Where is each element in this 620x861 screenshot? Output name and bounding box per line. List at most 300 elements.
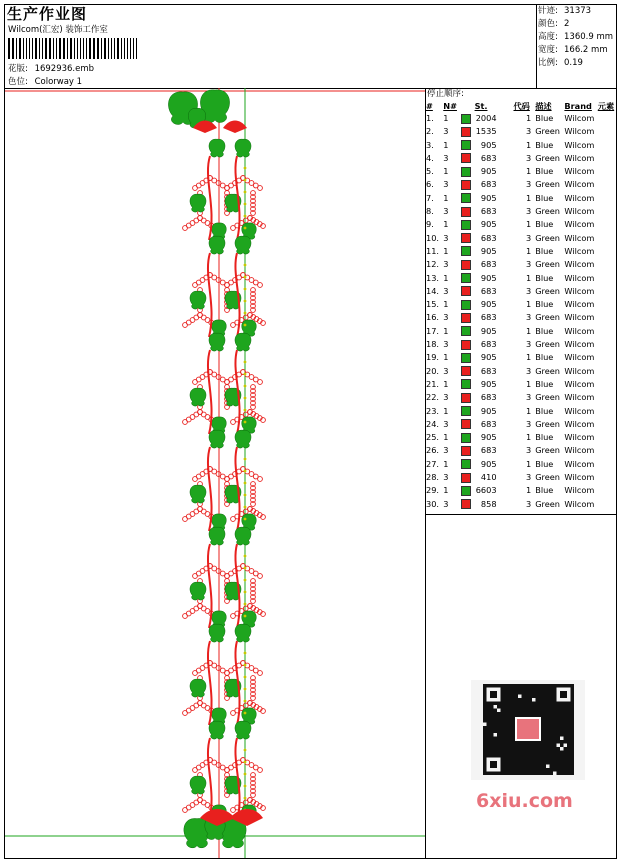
color-description: Blue [535, 113, 554, 123]
row-number: 15. [426, 299, 440, 310]
row-number: 10. [426, 232, 440, 243]
design-file-row [8, 62, 94, 74]
stitch-count: 905 [480, 272, 497, 283]
stat-row: 颜色: 2 [538, 19, 570, 29]
color-swatch [461, 180, 471, 190]
needle-number: 3 [443, 206, 449, 217]
color-code: 1 [525, 139, 532, 150]
thread-brand: Wilcom [564, 339, 595, 350]
colorway-row [8, 75, 82, 87]
thread-brand: Wilcom [564, 126, 595, 137]
stop-sequence-title: 停止顺序: [427, 89, 464, 99]
row-number: 17. [426, 325, 440, 336]
stitch-count: 905 [480, 166, 497, 177]
color-swatch [461, 499, 471, 509]
element-cell [598, 325, 616, 338]
color-swatch [461, 459, 471, 469]
element-cell [598, 232, 616, 245]
color-swatch [461, 486, 471, 496]
needle-number: 1 [443, 272, 449, 283]
element-cell [598, 165, 616, 178]
stitch-count: 683 [480, 179, 497, 190]
row-number: 18. [426, 339, 440, 350]
color-description: Blue [535, 219, 554, 230]
table-row [426, 125, 616, 138]
design-file-name: 1692936.emb [34, 64, 95, 74]
color-code: 1 [525, 272, 532, 283]
row-number: 25. [426, 432, 440, 443]
col-header: St. [474, 101, 488, 111]
needle-number: 1 [443, 113, 449, 123]
element-cell [598, 139, 616, 152]
stitch-count: 905 [480, 245, 497, 256]
thread-brand: Wilcom [564, 232, 595, 243]
stitch-count: 683 [480, 445, 497, 456]
thread-brand: Wilcom [564, 245, 595, 256]
color-code: 1 [525, 299, 532, 310]
color-description: Green [535, 339, 560, 350]
element-cell [598, 178, 616, 191]
color-swatch [461, 406, 471, 416]
stitch-count-cell [461, 112, 514, 125]
table-row [426, 391, 616, 404]
color-description: Blue [535, 432, 554, 443]
color-code: 3 [525, 339, 532, 350]
element-cell [598, 218, 616, 231]
stitch-count-cell [461, 152, 514, 165]
row-number: 9. [426, 219, 434, 230]
color-code: 3 [525, 126, 532, 137]
stitch-count-cell [461, 338, 514, 351]
color-swatch [461, 220, 471, 230]
thread-brand: Wilcom [564, 272, 595, 283]
color-swatch [461, 167, 471, 177]
thread-brand: Wilcom [564, 498, 595, 509]
color-swatch [461, 446, 471, 456]
element-cell [598, 391, 616, 404]
embroidery-preview [5, 88, 425, 858]
color-swatch [461, 246, 471, 256]
stitch-count-cell [461, 298, 514, 311]
stitch-count: 905 [480, 139, 497, 150]
table-row [426, 232, 616, 245]
table-row [426, 165, 616, 178]
needle-number: 1 [443, 485, 449, 496]
needle-number: 1 [443, 325, 449, 336]
element-cell [598, 112, 616, 125]
table-row [426, 112, 616, 125]
stitch-count: 905 [480, 378, 497, 389]
element-cell [598, 258, 616, 271]
thread-brand: Wilcom [564, 392, 595, 403]
stitch-count: 683 [480, 285, 497, 296]
stitch-count-cell [461, 165, 514, 178]
stitch-count-cell [461, 471, 514, 484]
stitch-count: 683 [480, 312, 497, 323]
table-row [426, 178, 616, 191]
color-swatch [461, 233, 471, 243]
color-description: Green [535, 179, 560, 190]
row-number: 27. [426, 458, 440, 469]
color-description: Green [535, 312, 560, 323]
thread-brand: Wilcom [564, 458, 595, 469]
table-row [426, 272, 616, 285]
color-code: 3 [525, 206, 532, 217]
stitch-count: 858 [480, 498, 497, 509]
color-swatch [461, 114, 471, 124]
table-row [426, 431, 616, 444]
row-number: 16. [426, 312, 440, 323]
stitch-count-cell [461, 272, 514, 285]
stat-value: 166.2 mm [564, 45, 608, 55]
color-description: Blue [535, 166, 554, 177]
row-number: 8. [426, 206, 434, 217]
row-number: 12. [426, 259, 440, 270]
stitch-count-cell [461, 418, 514, 431]
thread-brand: Wilcom [564, 259, 595, 270]
element-cell [598, 405, 616, 418]
row-number: 13. [426, 272, 440, 283]
thread-brand: Wilcom [564, 378, 595, 389]
table-row [426, 458, 616, 471]
needle-number: 3 [443, 126, 449, 137]
color-description: Blue [535, 378, 554, 389]
needle-number: 3 [443, 418, 449, 429]
color-swatch [461, 207, 471, 217]
element-cell [598, 431, 616, 444]
color-code: 3 [525, 472, 532, 483]
needle-number: 3 [443, 152, 449, 163]
needle-number: 3 [443, 339, 449, 350]
stitch-count-cell [461, 178, 514, 191]
table-row [426, 245, 616, 258]
stats-divider [536, 4, 537, 88]
element-cell [598, 365, 616, 378]
row-number: 30. [426, 498, 440, 509]
thread-brand: Wilcom [564, 352, 595, 363]
table-row [426, 365, 616, 378]
thread-brand: Wilcom [564, 139, 595, 150]
thread-brand: Wilcom [564, 152, 595, 163]
color-code: 3 [525, 418, 532, 429]
color-swatch [461, 326, 471, 336]
color-code: 1 [525, 219, 532, 230]
color-swatch [461, 340, 471, 350]
table-row [426, 218, 616, 231]
color-swatch [461, 393, 471, 403]
needle-number: 1 [443, 378, 449, 389]
color-code: 1 [525, 458, 532, 469]
stitch-count-cell [461, 205, 514, 218]
element-cell [598, 418, 616, 431]
color-code: 3 [525, 312, 532, 323]
element-cell [598, 245, 616, 258]
color-code: 1 [525, 405, 532, 416]
qr-code [471, 680, 585, 780]
needle-number: 3 [443, 179, 449, 190]
row-number: 26. [426, 445, 440, 456]
stat-row: 比例: 0.19 [538, 58, 583, 68]
table-row [426, 338, 616, 351]
thread-brand: Wilcom [564, 312, 595, 323]
row-number: 11. [426, 245, 440, 256]
needle-number: 1 [443, 299, 449, 310]
table-row [426, 298, 616, 311]
needle-number: 1 [443, 166, 449, 177]
color-code: 1 [525, 432, 532, 443]
stitch-count-cell [461, 444, 514, 457]
table-row [426, 471, 616, 484]
stitch-count: 905 [480, 219, 497, 230]
thread-brand: Wilcom [564, 206, 595, 217]
stitch-count: 410 [480, 472, 497, 483]
stitch-count-cell [461, 139, 514, 152]
thread-brand: Wilcom [564, 192, 595, 203]
row-number: 20. [426, 365, 440, 376]
thread-brand: Wilcom [564, 432, 595, 443]
color-description: Green [535, 206, 560, 217]
stitch-count-cell [461, 258, 514, 271]
element-cell [598, 444, 616, 457]
stitch-count-cell [461, 391, 514, 404]
element-cell [598, 298, 616, 311]
color-description: Green [535, 365, 560, 376]
table-row [426, 351, 616, 364]
col-header: # [426, 101, 433, 111]
color-description: Green [535, 232, 560, 243]
stitch-count: 905 [480, 458, 497, 469]
color-code: 3 [525, 152, 532, 163]
stitch-count: 683 [480, 392, 497, 403]
row-number: 1. [426, 113, 434, 123]
color-swatch [461, 366, 471, 376]
stitch-count: 683 [480, 232, 497, 243]
element-cell [598, 205, 616, 218]
needle-number: 1 [443, 458, 449, 469]
colorway-name: Colorway 1 [34, 77, 83, 87]
color-description: Green [535, 259, 560, 270]
color-description: Blue [535, 272, 554, 283]
color-swatch [461, 353, 471, 363]
row-number: 23. [426, 405, 440, 416]
needle-number: 1 [443, 219, 449, 230]
row-number: 28. [426, 472, 440, 483]
stitch-count: 683 [480, 152, 497, 163]
color-description: Green [535, 126, 560, 137]
color-code: 1 [525, 485, 532, 496]
table-row [426, 139, 616, 152]
design-file-label: 花版: [8, 64, 28, 74]
stat-value: 2 [564, 19, 570, 29]
color-code: 3 [525, 232, 532, 243]
color-swatch [461, 273, 471, 283]
table-row [426, 285, 616, 298]
color-swatch [461, 260, 471, 270]
thread-brand: Wilcom [564, 325, 595, 336]
color-description: Blue [535, 458, 554, 469]
table-header-row [426, 100, 616, 112]
stitch-count-cell [461, 498, 514, 511]
col-header: 元素 [597, 101, 615, 111]
color-code: 3 [525, 392, 532, 403]
row-number: 22. [426, 392, 440, 403]
element-cell [598, 378, 616, 391]
stats-panel [538, 5, 613, 70]
stat-value: 1360.9 mm [564, 32, 614, 42]
element-cell [598, 152, 616, 165]
table-row [426, 378, 616, 391]
color-code: 3 [525, 179, 532, 190]
color-swatch [461, 286, 471, 296]
color-code: 1 [525, 352, 532, 363]
stitch-count-cell [461, 378, 514, 391]
needle-number: 1 [443, 245, 449, 256]
stitch-count-cell [461, 484, 514, 497]
color-description: Green [535, 445, 560, 456]
table-row [426, 152, 616, 165]
element-cell [598, 285, 616, 298]
color-description: Green [535, 285, 560, 296]
row-number: 2. [426, 126, 434, 137]
stitch-count: 683 [480, 259, 497, 270]
needle-number: 3 [443, 365, 449, 376]
stitch-count: 905 [480, 405, 497, 416]
needle-number: 1 [443, 432, 449, 443]
stitch-count-cell [461, 458, 514, 471]
row-number: 7. [426, 192, 434, 203]
color-code: 3 [525, 445, 532, 456]
color-description: Blue [535, 405, 554, 416]
stitch-count: 683 [480, 206, 497, 217]
stitch-count: 905 [480, 352, 497, 363]
stitch-count-cell [461, 325, 514, 338]
stitch-count-cell [461, 405, 514, 418]
color-code: 3 [525, 365, 532, 376]
needle-number: 3 [443, 285, 449, 296]
stitch-count-cell [461, 351, 514, 364]
color-swatch [461, 153, 471, 163]
col-header: 描述 [535, 101, 552, 111]
element-cell [598, 125, 616, 138]
table-row [426, 258, 616, 271]
stitch-count: 905 [480, 299, 497, 310]
thread-brand: Wilcom [564, 445, 595, 456]
stitch-count: 905 [480, 432, 497, 443]
company-name: Wilcom(汇宏) 装饰工作室 [8, 25, 108, 35]
element-cell [598, 351, 616, 364]
thread-brand: Wilcom [564, 113, 595, 123]
colorway-label: 色位: [8, 77, 28, 87]
stitch-count-cell [461, 311, 514, 324]
color-code: 1 [525, 378, 532, 389]
needle-number: 3 [443, 232, 449, 243]
color-code: 1 [525, 245, 532, 256]
watermark-site: 6xiu.com [476, 790, 573, 812]
table-row [426, 444, 616, 457]
color-description: Blue [535, 352, 554, 363]
color-swatch [461, 127, 471, 137]
row-number: 6. [426, 179, 434, 190]
element-cell [598, 471, 616, 484]
stitch-count-cell [461, 125, 514, 138]
color-code: 3 [525, 498, 532, 509]
color-description: Green [535, 392, 560, 403]
col-header: 代码 [513, 101, 530, 111]
color-swatch [461, 433, 471, 443]
color-description: Blue [535, 299, 554, 310]
col-header: N# [443, 101, 457, 111]
row-number: 4. [426, 152, 434, 163]
row-number: 19. [426, 352, 440, 363]
stop-sequence-table [426, 100, 616, 511]
stitch-count-cell [461, 192, 514, 205]
color-description: Green [535, 472, 560, 483]
needle-number: 3 [443, 445, 449, 456]
stat-row: 针迹: 31373 [538, 6, 592, 16]
color-swatch [461, 300, 471, 310]
stat-value: 31373 [564, 6, 592, 16]
table-row [426, 205, 616, 218]
color-swatch [461, 379, 471, 389]
element-cell [598, 192, 616, 205]
stitch-count: 683 [480, 365, 497, 376]
table-row [426, 498, 616, 511]
row-number: 29. [426, 485, 440, 496]
element-cell [598, 338, 616, 351]
thread-brand: Wilcom [564, 219, 595, 230]
row-number: 24. [426, 418, 440, 429]
color-code: 1 [525, 192, 532, 203]
stitch-count: 683 [480, 339, 497, 350]
element-cell [598, 498, 616, 511]
color-swatch [461, 140, 471, 150]
thread-brand: Wilcom [564, 405, 595, 416]
color-description: Blue [535, 325, 554, 336]
thread-brand: Wilcom [564, 299, 595, 310]
element-cell [598, 458, 616, 471]
stitch-count-cell [461, 218, 514, 231]
color-description: Blue [535, 245, 554, 256]
color-swatch [461, 419, 471, 429]
stitch-count: 683 [480, 418, 497, 429]
needle-number: 1 [443, 139, 449, 150]
color-swatch [461, 193, 471, 203]
stitch-count: 905 [480, 325, 497, 336]
needle-number: 3 [443, 259, 449, 270]
color-code: 3 [525, 259, 532, 270]
stop-sequence-panel [426, 88, 616, 511]
row-number: 14. [426, 285, 440, 296]
stitch-count-cell [461, 431, 514, 444]
needle-number: 1 [443, 405, 449, 416]
stitch-count: 2004 [475, 113, 497, 123]
row-number: 21. [426, 378, 440, 389]
color-description: Blue [535, 139, 554, 150]
thread-brand: Wilcom [564, 485, 595, 496]
thread-brand: Wilcom [564, 179, 595, 190]
color-code: 1 [525, 325, 532, 336]
color-description: Blue [535, 192, 554, 203]
stitch-count-cell [461, 232, 514, 245]
stat-value: 0.19 [564, 58, 583, 68]
element-cell [598, 272, 616, 285]
thread-brand: Wilcom [564, 418, 595, 429]
stitch-count: 905 [480, 192, 497, 203]
table-row [426, 311, 616, 324]
needle-number: 1 [443, 192, 449, 203]
table-row [426, 325, 616, 338]
needle-number: 3 [443, 392, 449, 403]
